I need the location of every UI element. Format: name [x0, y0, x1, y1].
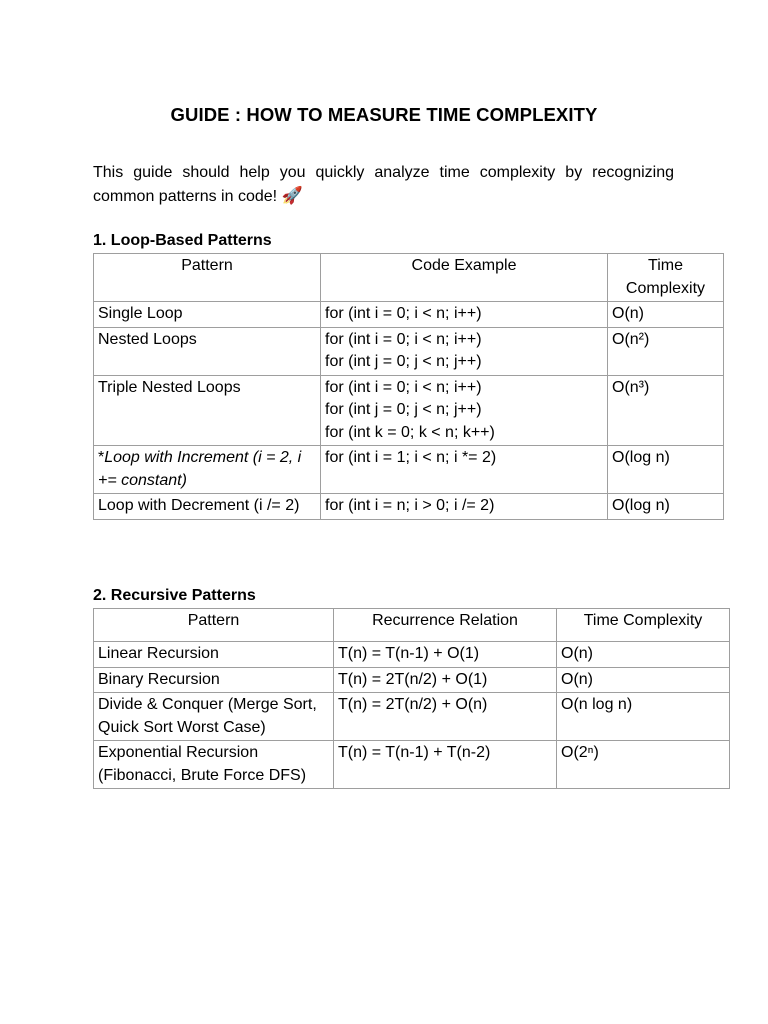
header-recurrence-relation: Recurrence Relation — [334, 609, 557, 642]
table-row — [94, 693, 730, 741]
code-line: for (int j = 0; j < n; j++) — [325, 401, 482, 418]
pattern-cell: Divide & Conquer (Merge Sort, Quick Sort Worst Case) — [94, 693, 334, 741]
table-row — [94, 327, 724, 375]
code-cell — [321, 494, 608, 520]
intro-text: This guide should help you quickly analyze time complexity by recognizing common patterns in code! — [93, 164, 674, 205]
pattern-cell: Triple Nested Loops — [94, 375, 321, 446]
relation-cell: T(n) = T(n-1) + O(1) — [334, 642, 557, 668]
complexity-cell: O(n³) — [608, 375, 724, 446]
page-title: GUIDE : HOW TO MEASURE TIME COMPLEXITY — [170, 104, 598, 125]
intro-paragraph — [93, 162, 674, 208]
header-code-example: Code Example — [321, 254, 608, 302]
table-row — [94, 494, 724, 520]
table-header-row — [94, 254, 724, 302]
code-cell — [321, 302, 608, 328]
header-time-complexity: Time Complexity — [557, 609, 730, 642]
complexity-cell: O(log n) — [608, 446, 724, 494]
code-cell — [321, 446, 608, 494]
header-pattern: Pattern — [94, 609, 334, 642]
table-row — [94, 375, 724, 446]
code-line: for (int i = 1; i < n; i *= 2) — [325, 449, 497, 466]
table-header-row — [94, 609, 730, 642]
complexity-cell: O(n) — [557, 642, 730, 668]
code-cell — [321, 375, 608, 446]
header-pattern: Pattern — [94, 254, 321, 302]
code-line: for (int i = 0; i < n; i++) — [325, 330, 482, 348]
complexity-cell: O(n log n) — [557, 693, 730, 741]
pattern-text: Loop with Increment (i = 2, i += constant) — [98, 449, 302, 489]
pattern-cell: Exponential Recursion (Fibonacci, Brute Force DFS) — [94, 741, 334, 789]
code-line: for (int i = 0; i < n; i++) — [325, 378, 482, 396]
pattern-cell: Binary Recursion — [94, 667, 334, 693]
loop-patterns-table — [93, 253, 724, 520]
relation-cell: T(n) = 2T(n/2) + O(n) — [334, 693, 557, 741]
pattern-cell: Single Loop — [94, 302, 321, 328]
code-line: for (int k = 0; k < n; k++) — [325, 423, 495, 441]
code-line: for (int i = 0; i < n; i++) — [325, 305, 482, 322]
complexity-cell: O(n²) — [608, 327, 724, 375]
complexity-cell: O(n) — [608, 302, 724, 328]
relation-cell: T(n) = 2T(n/2) + O(1) — [334, 667, 557, 693]
complexity-cell: O(2ⁿ) — [557, 741, 730, 789]
pattern-prefix: * — [98, 449, 105, 466]
relation-cell: T(n) = T(n-1) + T(n-2) — [334, 741, 557, 789]
table-row — [94, 667, 730, 693]
pattern-cell — [94, 446, 321, 494]
complexity-cell: O(n) — [557, 667, 730, 693]
pattern-cell: Linear Recursion — [94, 642, 334, 668]
table-row — [94, 446, 724, 494]
table-row — [94, 741, 730, 789]
code-line: for (int i = n; i > 0; i /= 2) — [325, 497, 495, 514]
code-cell — [321, 327, 608, 375]
code-line: for (int j = 0; j < n; j++) — [325, 353, 482, 370]
table-row — [94, 302, 724, 328]
recursive-patterns-table — [93, 608, 730, 789]
complexity-cell: O(log n) — [608, 494, 724, 520]
table-row — [94, 642, 730, 668]
section-heading-recursion: 2. Recursive Patterns — [93, 587, 256, 604]
rocket-icon: 🚀 — [281, 185, 303, 205]
section-heading-loops: 1. Loop-Based Patterns — [93, 232, 272, 249]
header-time-complexity: Time Complexity — [608, 254, 724, 302]
pattern-cell: Loop with Decrement (i /= 2) — [94, 494, 321, 520]
pattern-cell: Nested Loops — [94, 327, 321, 375]
